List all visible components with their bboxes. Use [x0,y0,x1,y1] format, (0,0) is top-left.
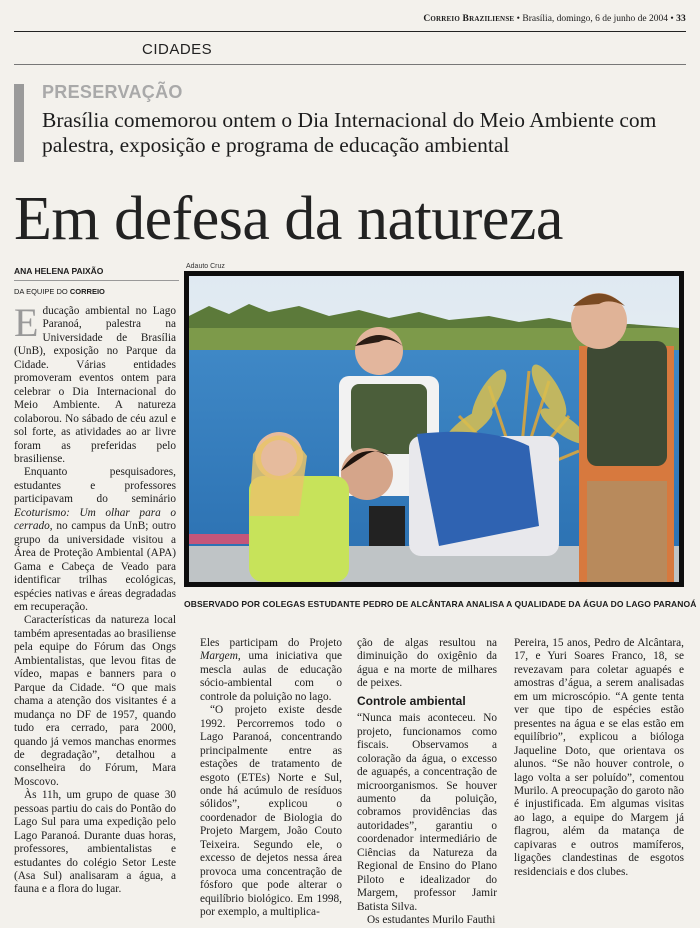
newspaper-name: Correio Braziliense [423,14,515,24]
subhead: Controle ambiental [357,693,466,708]
deck: Brasília comemorou ontem o Dia Internacional do Meio Ambiente com palestra, exposição e programa de educação ambiental [42,108,657,157]
author-paper: CORREIO [69,287,105,296]
headline: Em defesa da natureza [14,185,563,253]
author-name: ANA HELENA PAIXÃO [14,266,104,276]
article-photo [184,271,684,587]
kicker-bar [14,84,24,162]
paragraph-text: , uma iniciativa que mescla aulas de educação sócio-ambiental com o controle da poluição no lago. [200,650,342,703]
dateline: • Brasília, domingo, 6 de junho de 2004 • [516,14,674,24]
page-number: 33 [676,14,686,24]
header-rule [14,31,686,32]
body-column-1 [14,300,176,897]
paragraph: Características da natureza local também apresentadas ao brasiliense pela equipe do Fórum das Ongs Ambientalistas, que levou fitas de vídeo, mapas e banners para o Parque da Cidade. “O que mais chama a atenção dos visitantes é a mudança no DF de 1957, quando tudo era cerrado, para 2000, quando já vemos manchas enormes de degradação”, detalhou a conselheira do Fórum, Mara Moscovo. [14,614,176,788]
project-name: Margem [200,650,238,663]
paragraph: Os estudantes Murilo Fauthi [367,914,496,927]
paragraph-text: Enquanto pesquisadores, estudantes e professores participavam do seminário [14,466,176,506]
paragraph [200,637,342,704]
section-label: CIDADES [142,41,213,58]
paragraph-text: , no campus da UnB; outro grupo da universidade visitou a Área de Proteção Ambiental (APA) Gama e Cabeça de Veado para identificar trilhas ecológicas, espécies nativas e áreas degradadas em recuperação. [14,520,176,613]
paragraph: Às 11h, um grupo de quase 30 pessoas partiu do cais do Pontão do Lago Sul para uma expedição pelo Lago Paranoá. Durante duas horas, professores, ambientalistas e estudantes do colégio Setor Leste (Asa Sul) analisaram a água, a fauna e a flora do lugar. [14,789,176,896]
author-team-label: DA EQUIPE DO [14,287,68,296]
paragraph-text: ducação ambiental no Lago Paranoá, palestra na Universidade de Brasília (UnB), exposição no Parque da Cidade. Várias entidades promoveram eventos ontem para celebrar o Dia Internacional do Meio Ambiente. A natureza colaborou. No sábado de céu azul e sol forte, as atividades ao ar livre foram as preferidas pelo brasiliense. [14,305,176,465]
author-team [14,287,105,296]
section-rule [14,64,686,65]
photo-credit: Adauto Cruz [186,263,225,270]
masthead [423,14,686,24]
paragraph-text: Eles participam do Projeto [200,637,342,649]
body-column-3 [357,637,497,928]
seminar-title: Ecoturismo: Um olhar para o cerrado [14,506,176,533]
paragraph [14,466,176,614]
body-column-2 [200,637,342,920]
paragraph: ção de algas resultou na diminuição do oxigênio da água e na morte de milhares de peixes. [357,637,497,690]
byline-rule [14,280,179,281]
body-column-4 [514,637,684,879]
paragraph [14,300,176,466]
dropcap: E [14,300,39,345]
photo-caption: OBSERVADO POR COLEGAS ESTUDANTE PEDRO DE ALCÂNTARA ANALISA A QUALIDADE DA ÁGUA DO LAGO PARANOÁ [184,599,697,609]
paragraph: Pereira, 15 anos, Pedro de Alcântara, 17, e Yuri Soares Franco, 18, se revezavam para coletar aguapés e amostras d’água, a serem analisadas em um microscópio. “A gente tenta ver que tipo de espécies estão presentes na água e se elas estão em equilíbrio”, explicou a bióloga Jaqueline Doto, que orientava os alunos. “Se não houver controle, o lago volta a ser poluído”, comentou Murilo. A preocupação do garoto não é injustificada. Em algumas visitas ao lago, a equipe do Margem já flagrou, além da matança de capivaras e outros mamíferos, ligações clandestinas de esgotos residenciais e dos clubes. [514,637,684,878]
photo-illustration [189,276,679,582]
paragraph: “O projeto existe desde 1992. Percorremos todo o Lago Paranoá, concentrando principalmente entre as estações de tratamento de esgoto (ETEs) Norte e Sul, onde há acúmulo de resíduos sólidos”, explicou o coordenador de Biologia do Projeto Margem, João Couto Teixeira. Segundo ele, o excesso de dejetos nessa área provoca uma concentração de fósforo que pode alterar o equilíbrio biológico. Em 1998, por exemplo, a multiplica- [200,704,342,919]
paragraph: “Nunca mais aconteceu. No projeto, funcionamos como fiscais. Observamos a coloração da água, o excesso de aguapés, a concentração de microorganismos. Se houver aumento da poluição, cobramos providências das autoridades”, garantiu o coordenador intermediário de Ciências da Natureza da Regional de Ensino do Plano Piloto e idealizador do Margem, professor Jamir Batista Silva. [357,712,497,913]
page-header [14,14,686,30]
kicker: PRESERVAÇÃO [42,82,183,102]
